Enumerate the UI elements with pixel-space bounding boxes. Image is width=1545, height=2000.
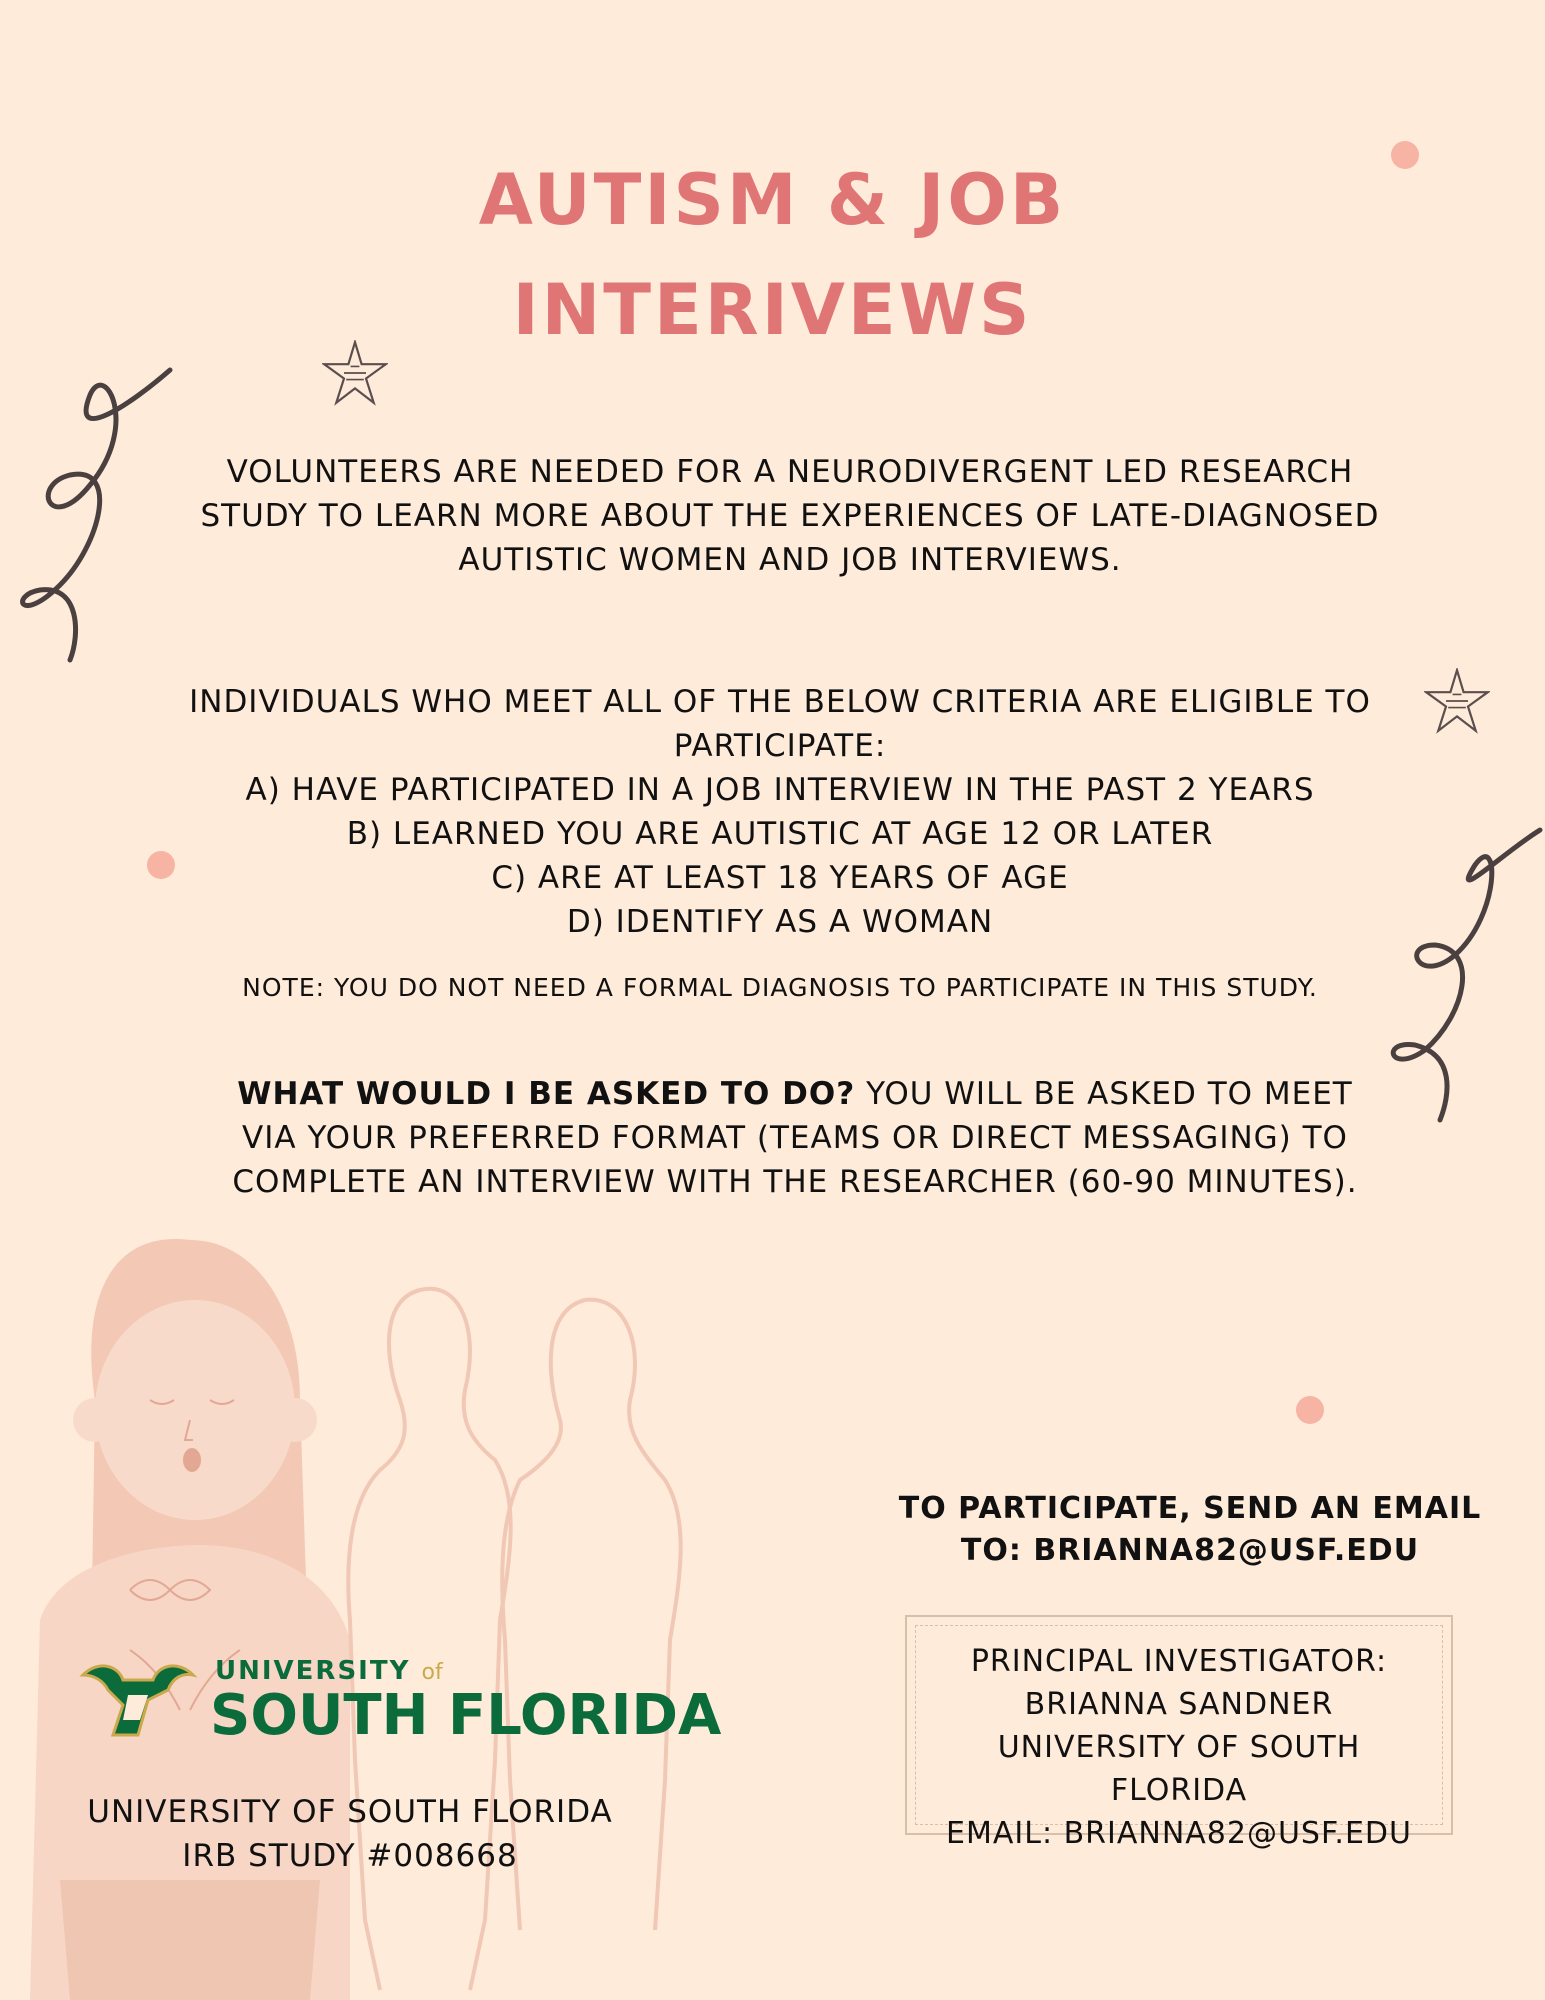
task-answer: YOU WILL BE ASKED TO MEET VIA YOUR PREFERRED FORMAT (TEAMS OR DIRECT MESSAGING) TO COMPLETE AN INTERVIEW WITH THE RESEARCHER (60-90 MINUTES). — [232, 1076, 1358, 1200]
criteria-item-a: A) HAVE PARTICIPATED IN A JOB INTERVIEW IN THE PAST 2 YEARS — [245, 772, 1315, 808]
participate-instructions — [880, 1488, 1500, 1572]
investigator-info — [905, 1640, 1453, 1855]
pi-name: BRIANNA SANDNER — [1024, 1687, 1334, 1722]
criteria-lead: INDIVIDUALS WHO MEET ALL OF THE BELOW CRITERIA ARE ELIGIBLE TO PARTICIPATE: — [189, 684, 1371, 764]
diagnosis-note: NOTE: YOU DO NOT NEED A FORMAL DIAGNOSIS TO PARTICIPATE IN THIS STUDY. — [242, 973, 1318, 1002]
criteria-item-d: D) IDENTIFY AS A WOMAN — [566, 904, 994, 940]
irb-study-number: IRB STUDY #008668 — [182, 1838, 518, 1874]
pi-affiliation-2: FLORIDA — [1110, 1773, 1248, 1808]
title-line-2: INTERIVEWS — [512, 269, 1033, 351]
eligibility-criteria — [160, 680, 1400, 944]
squiggle-decoration — [10, 365, 180, 665]
title-line-1: AUTISM & JOB — [478, 159, 1067, 241]
irb-university: UNIVERSITY OF SOUTH FLORIDA — [87, 1794, 613, 1830]
criteria-item-b: B) LEARNED YOU ARE AUTISTIC AT AGE 12 OR LATER — [346, 816, 1214, 852]
star-icon — [1424, 668, 1490, 734]
study-task-description — [225, 1072, 1365, 1204]
intro-paragraph: VOLUNTEERS ARE NEEDED FOR A NEURODIVERGENT LED RESEARCH STUDY TO LEARN MORE ABOUT THE EXPERIENCES OF LATE-DIAGNOSED AUTISTIC WOMEN AND JOB INTERVIEWS. — [200, 454, 1380, 578]
criteria-item-c: C) ARE AT LEAST 18 YEARS OF AGE — [491, 860, 1069, 896]
pi-email[interactable]: EMAIL: BRIANNA82@USF.EDU — [946, 1816, 1412, 1851]
usf-logo-top — [215, 1656, 443, 1686]
irb-info — [60, 1790, 640, 1878]
participate-email[interactable]: TO: BRIANNA82@USF.EDU — [960, 1533, 1420, 1568]
squiggle-decoration — [1380, 825, 1545, 1125]
task-question: WHAT WOULD I BE ASKED TO DO? — [237, 1076, 856, 1112]
usf-logo-of: of — [421, 1660, 443, 1685]
dot-decoration — [1295, 1395, 1325, 1425]
usf-logo-university: UNIVERSITY — [215, 1656, 411, 1686]
pi-affiliation-1: UNIVERSITY OF SOUTH — [997, 1730, 1361, 1765]
usf-bull-logo-icon — [78, 1655, 198, 1745]
participate-line-1: TO PARTICIPATE, SEND AN EMAIL — [898, 1491, 1482, 1526]
page-title — [0, 145, 1545, 365]
pi-label: PRINCIPAL INVESTIGATOR: — [970, 1644, 1388, 1679]
usf-logo-wordmark: SOUTH FLORIDA — [210, 1683, 722, 1748]
